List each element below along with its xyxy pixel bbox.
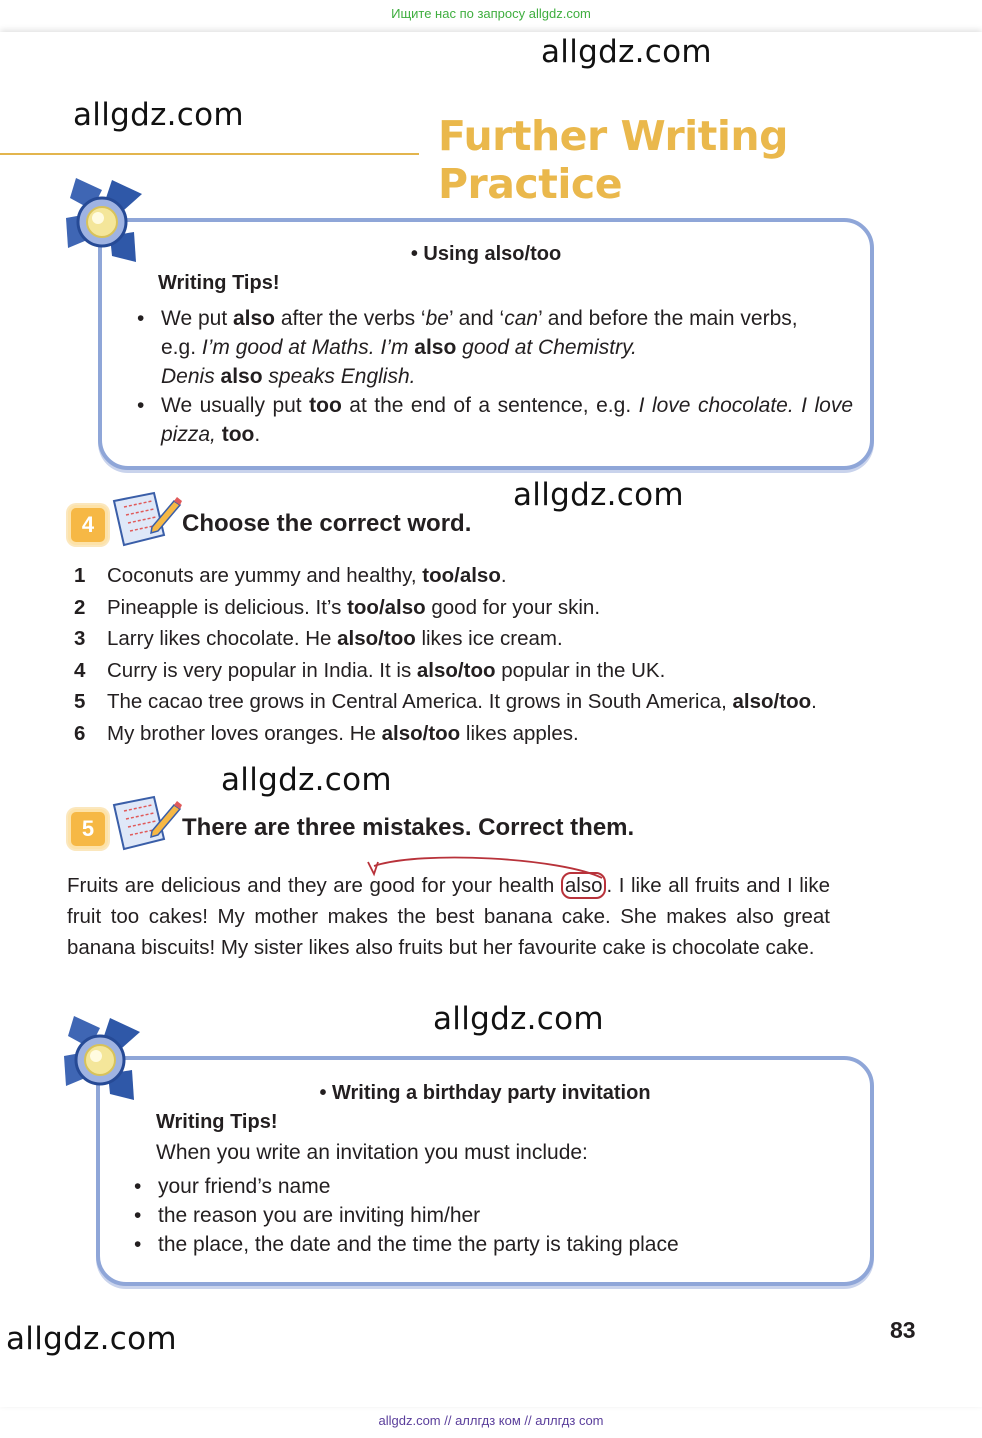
tip-text: after the verbs ‘ bbox=[275, 307, 426, 330]
tip-text: e.g. bbox=[161, 336, 202, 359]
tip-item: • the reason you are inviting him/her bbox=[134, 1201, 854, 1230]
tip-keyword: also bbox=[220, 365, 263, 388]
title-rule bbox=[0, 153, 419, 155]
exercise-item bbox=[74, 592, 854, 624]
item-text: Larry likes chocolate. He bbox=[107, 627, 338, 651]
tips-list bbox=[137, 304, 853, 449]
watermark: allgdz.com bbox=[513, 477, 684, 513]
top-note: Ищите нас по запросу allgdz.com bbox=[391, 6, 591, 21]
exercise-number-badge: 5 bbox=[68, 809, 108, 849]
tips-box-also-too bbox=[98, 218, 874, 470]
writing-tips-label: Writing Tips! bbox=[156, 1111, 278, 1133]
exercise-item bbox=[74, 718, 854, 750]
item-text: likes ice cream. bbox=[415, 627, 563, 651]
exercise-instruction: Choose the correct word. bbox=[182, 510, 472, 537]
exercise-4-list bbox=[74, 560, 854, 750]
tip-item bbox=[137, 304, 853, 391]
tip-item: • your friend’s name bbox=[134, 1172, 854, 1201]
writing-paper-icon bbox=[110, 795, 182, 851]
tip-example: I’m good at Maths. I’m bbox=[201, 336, 415, 359]
item-text: Pineapple is delicious. It’s bbox=[107, 595, 348, 619]
tip-keyword: be bbox=[425, 307, 449, 330]
item-number: 2 bbox=[74, 595, 86, 619]
item-number: 3 bbox=[74, 627, 86, 651]
exercise-5-passage bbox=[67, 870, 830, 963]
tips-intro: When you write an invitation you must include: bbox=[156, 1141, 588, 1164]
exercise-item bbox=[74, 686, 854, 718]
passage-text: . I like all fruits and I like fruit too cakes! My mother makes the best banana cake. She makes also great banana biscuits! My sister likes also fruits but her favourite cake is chocolate cake. bbox=[67, 874, 830, 959]
tip-item: • the place, the date and the time the party is taking place bbox=[134, 1230, 854, 1259]
item-text: Coconuts are yummy and healthy, bbox=[107, 564, 423, 587]
item-options[interactable]: also/too bbox=[381, 721, 461, 745]
item-number: 4 bbox=[74, 658, 86, 682]
tip-text: ’ and ‘ bbox=[448, 307, 505, 330]
exercise-item bbox=[74, 560, 854, 592]
exercise-instruction: There are three mistakes. Correct them. bbox=[182, 814, 635, 841]
spotlight-icon bbox=[62, 176, 148, 268]
circled-correction: also bbox=[561, 872, 607, 899]
tip-keyword: too bbox=[309, 394, 342, 417]
tip-text: ’ and before the main verbs, bbox=[538, 307, 798, 330]
item-text: likes apples. bbox=[460, 721, 579, 745]
tip-keyword: also bbox=[414, 336, 457, 359]
tip-keyword: also bbox=[232, 307, 276, 330]
item-text: good for your skin. bbox=[425, 595, 601, 619]
tips-heading: • Using also/too bbox=[410, 243, 562, 265]
footer-note: allgdz.com // аллгдз ком // аллгдз com bbox=[378, 1413, 604, 1428]
page-title: Further Writing Practice bbox=[438, 112, 788, 208]
tips-box-invitation bbox=[96, 1056, 874, 1286]
item-options[interactable]: also/too bbox=[416, 658, 496, 682]
item-number: 6 bbox=[74, 721, 86, 745]
spotlight-icon bbox=[60, 1014, 146, 1106]
tip-example: speaks English. bbox=[262, 365, 416, 388]
item-options[interactable]: too/also bbox=[347, 595, 426, 619]
item-text: Curry is very popular in India. It is bbox=[107, 658, 417, 682]
item-text: The cacao tree grows in Central America. It grows in South America, bbox=[107, 690, 733, 714]
page-number: 83 bbox=[890, 1317, 916, 1343]
exercise-number-badge: 4 bbox=[68, 505, 108, 545]
tip-text: We usually put bbox=[161, 394, 310, 417]
watermark: allgdz.com bbox=[73, 97, 244, 133]
watermark: allgdz.com bbox=[221, 762, 392, 798]
tips-heading: • Writing a birthday party invitation bbox=[319, 1082, 651, 1104]
tip-text: . bbox=[254, 423, 261, 446]
passage-text: Fruits are delicious and they are good for your health bbox=[67, 874, 561, 897]
exercise-item bbox=[74, 655, 854, 687]
item-options[interactable]: also/too bbox=[732, 690, 812, 714]
tip-keyword: can bbox=[504, 307, 539, 330]
tip-text: at the end of a sentence, e.g. bbox=[341, 394, 639, 417]
watermark: allgdz.com bbox=[433, 1001, 604, 1037]
item-text: . bbox=[811, 690, 817, 714]
watermark: allgdz.com bbox=[541, 34, 712, 70]
writing-paper-icon bbox=[110, 491, 182, 547]
exercise-item bbox=[74, 623, 854, 655]
item-options[interactable]: too/also bbox=[422, 564, 501, 587]
tip-text: We put bbox=[161, 307, 233, 330]
tip-example: I love chocolate. I love pizza, bbox=[161, 394, 853, 446]
item-number: 5 bbox=[74, 690, 86, 714]
tip-item bbox=[137, 391, 853, 449]
tips-list bbox=[134, 1172, 854, 1259]
tip-keyword: too bbox=[221, 423, 255, 446]
item-text: . bbox=[500, 564, 507, 587]
tip-example: Denis bbox=[161, 365, 221, 388]
item-text: popular in the UK. bbox=[495, 658, 666, 682]
item-number: 1 bbox=[74, 564, 86, 587]
tip-example: good at Chemistry. bbox=[456, 336, 637, 359]
writing-tips-label: Writing Tips! bbox=[158, 272, 280, 294]
item-text: My brother loves oranges. He bbox=[107, 721, 382, 745]
watermark: allgdz.com bbox=[6, 1321, 177, 1357]
item-options[interactable]: also/too bbox=[337, 627, 416, 651]
